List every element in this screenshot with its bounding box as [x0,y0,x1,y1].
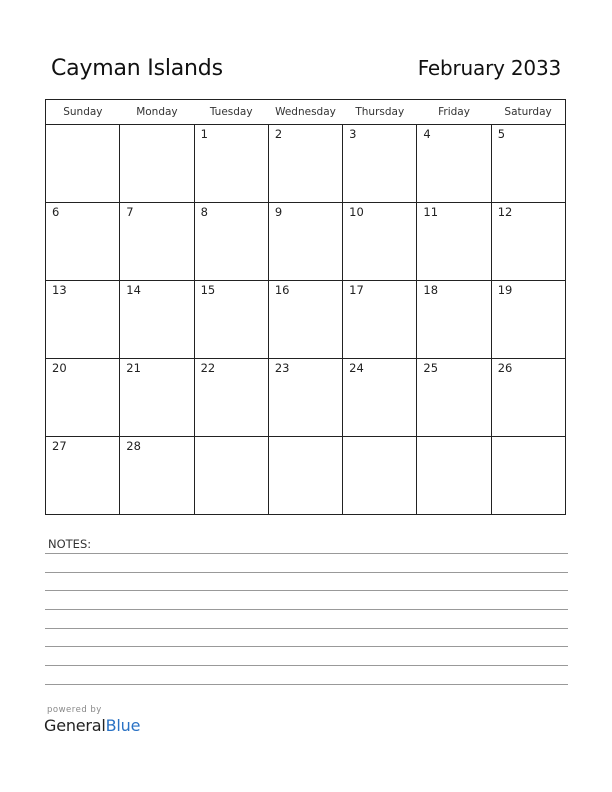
note-line [45,553,568,554]
day-number: 26 [497,361,513,375]
weekday-thursday: Thursday [343,100,417,125]
weekday-friday: Friday [417,100,491,125]
day-cell [268,203,342,281]
day-cell [268,281,342,359]
day-cell [491,359,565,437]
day-cell [491,203,565,281]
weekday-tuesday: Tuesday [194,100,268,125]
week-row [46,437,566,515]
month-label: February 2033 [417,56,561,80]
notes-label: NOTES: [48,537,92,551]
day-number [269,437,342,439]
day-number: 27 [52,439,67,453]
note-line [45,684,568,685]
day-number: 8 [200,205,208,219]
day-number: 24 [349,361,364,375]
weekday-monday: Monday [120,100,194,125]
day-number: 21 [126,361,141,375]
powered-by-text: powered by [47,705,102,715]
day-number [120,125,193,127]
day-number: 2 [274,127,283,141]
day-number: 22 [200,361,216,375]
day-number: 17 [349,283,364,297]
note-line [45,590,568,591]
brand-general: General [44,716,106,735]
calendar-body [46,125,566,515]
day-number: 16 [274,283,290,297]
note-line [45,646,568,647]
week-row [46,359,566,437]
day-cell [268,437,342,515]
weekday-sunday: Sunday [46,100,120,125]
note-line [45,628,568,629]
day-number: 18 [423,283,439,297]
day-number: 20 [52,361,67,375]
day-cell [268,359,342,437]
calendar-title: Cayman Islands [51,56,223,81]
day-number: 25 [423,361,439,375]
day-cell [120,203,194,281]
day-cell [491,437,565,515]
day-cell [194,437,268,515]
day-number: 23 [274,361,290,375]
day-cell [417,359,491,437]
day-cell [120,437,194,515]
day-cell [343,125,417,203]
day-cell [46,125,120,203]
day-cell [46,203,120,281]
day-cell [491,281,565,359]
day-number: 10 [349,205,364,219]
brand-blue: Blue [105,716,141,735]
day-cell [46,359,120,437]
day-number: 1 [200,127,208,141]
day-number: 28 [126,439,141,453]
day-number: 19 [497,283,513,297]
day-cell [46,281,120,359]
day-cell [120,359,194,437]
day-number: 4 [423,127,431,141]
day-cell [120,125,194,203]
note-line [45,665,568,666]
day-cell [194,203,268,281]
week-row [46,125,566,203]
day-cell [417,125,491,203]
day-cell [417,281,491,359]
day-number: 14 [126,283,141,297]
day-number [417,437,490,439]
day-cell [343,437,417,515]
day-number [492,437,565,439]
generalblue-logo [44,716,140,735]
day-cell [268,125,342,203]
week-row [46,203,566,281]
day-cell [417,437,491,515]
day-number: 9 [274,205,283,219]
day-number: 13 [52,283,67,297]
day-cell [120,281,194,359]
weekday-saturday: Saturday [491,100,565,125]
day-number: 5 [497,127,506,141]
day-number: 15 [200,283,216,297]
day-number: 7 [126,205,134,219]
day-cell [343,281,417,359]
weekday-wednesday: Wednesday [268,100,342,125]
day-cell [194,125,268,203]
week-row [46,281,566,359]
day-cell [194,359,268,437]
weekday-header-row [46,100,566,125]
day-number [343,437,416,439]
day-cell [417,203,491,281]
calendar-grid [45,99,566,515]
day-cell [194,281,268,359]
note-line [45,609,568,610]
day-cell [343,203,417,281]
day-number: 3 [349,127,357,141]
day-cell [491,125,565,203]
day-number [195,437,268,439]
day-cell [46,437,120,515]
day-number: 12 [497,205,513,219]
day-number: 6 [52,205,60,219]
note-line [45,572,568,573]
day-cell [343,359,417,437]
day-number: 11 [423,205,439,219]
day-number [46,125,119,127]
